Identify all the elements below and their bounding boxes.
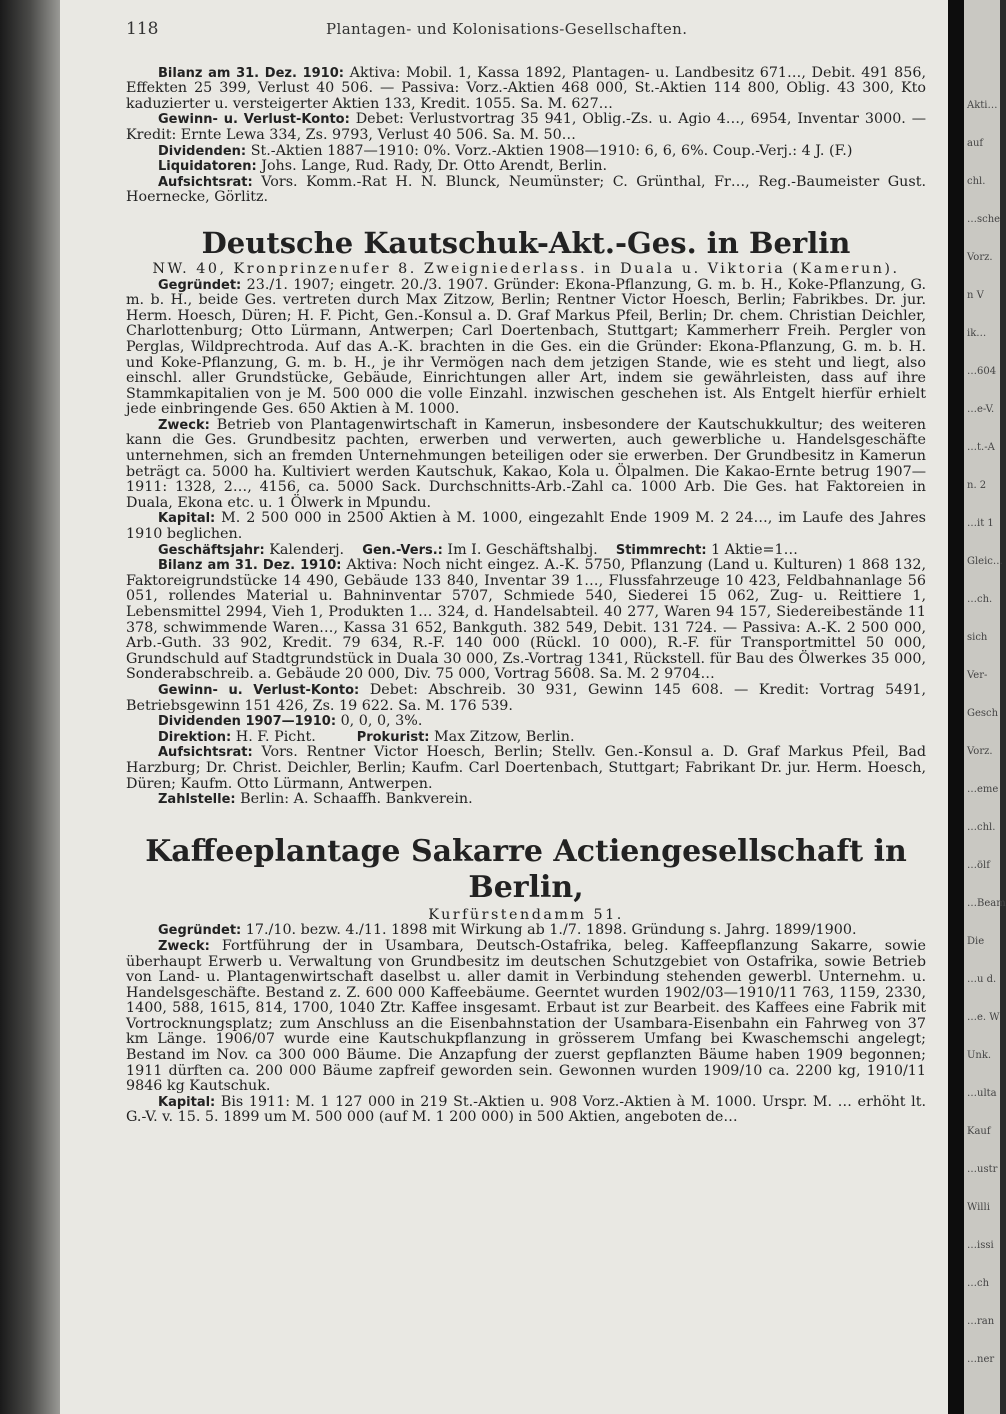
c2-gegruendet: Gegründet: 17./10. bezw. 4./11. 1898 mit Wirkung ab 1./7. 1898. Gründung s. Jahrg. 1899/1900. (158, 922, 857, 939)
next-page-fragment: …e. W (967, 1012, 1000, 1023)
prev-bilanz: Bilanz am 31. Dez. 1910: Aktiva: Mobil. 1, Kassa 1892, Plantagen- u. Landbesitz 671…, Debit. 491 856, Effekten 25 399, Verlust 40 506. — Passiva: Vorz.-Aktien 468 000, St.-Aktien 114 800, Oblig. 43 300, Kto kaduzierter u. versteigerter Aktien 133, Kredit. 1055. Sa. M. 627… (126, 64, 927, 112)
next-page-fragment: auf (967, 138, 984, 149)
next-page-fragment: …it 1 (967, 518, 994, 529)
page-header (126, 19, 926, 39)
company2-section (126, 923, 926, 1126)
prev-liquidatoren: Liquidatoren: Johs. Lange, Rud. Rady, Dr. Otto Arendt, Berlin. (158, 158, 608, 175)
next-page-fragment: …chl. (967, 822, 996, 833)
next-page-fragment: …u d. (967, 974, 997, 985)
company2-address: Kurfürstendamm 51. (428, 906, 624, 923)
page-gutter (948, 0, 964, 1414)
next-page-fragment: …604 (967, 366, 997, 377)
next-page-fragment: …ran (967, 1316, 995, 1327)
company1-title: Deutsche Kautschuk-Akt.-Ges. in Berlin (201, 225, 851, 260)
c1-direktion-line: Direktion: H. F. Picht. Prokurist: Max Zitzow, Berlin. (158, 728, 575, 745)
prev-aufsichtsrat: Aufsichtsrat: Vors. Komm.-Rat H. N. Blunck, Neumünster; C. Grünthal, Fr…, Reg.-Baumeister Gust. Hoernecke, Görlitz. (126, 173, 926, 206)
book-binding-edge (0, 0, 60, 1414)
page-number: 118 (126, 19, 159, 39)
company2-title: Kaffeeplantage Sakarre Actiengesellschaft in Berlin, (145, 833, 907, 905)
prev-dividenden: Dividenden: St.-Aktien 1887—1910: 0%. Vorz.-Aktien 1908—1910: 6, 6, 6%. Coup.-Verj.: 4 J. (F.) (158, 142, 853, 159)
next-page-strip (964, 0, 1006, 1414)
next-page-fragment: Ver- (967, 670, 988, 681)
next-page-fragment: …e-V. (967, 404, 995, 415)
next-page-fragment: ik… (967, 328, 987, 339)
c1-bilanz: Bilanz am 31. Dez. 1910: Aktiva: Noch nicht eingez. A.-K. 5750, Pflanzung (Land u. Kulturen) 1 868 132, Faktoreigrundstücke 14 490, Gebäude 133 840, Inventar 39 1…, Flussfahrzeuge 10 423, Feldbahnanlage 56 051, rollendes Material u. Bahninventar 5707, Schmiede 540, Siederei 15 062, Zug- u. Reittiere 1, Lebensmittel 2994, Vieh 1, Produkten 1… 324, d. Handelsabteil. 40 277, Waren 94 157, Siedereibestände 11 378, schwimmende Waren…, Kassa 31 652, Bankguth. 382 549, Debit. 131 724. — Passiva: A.-K. 2 500 000, Arb.-Guth. 33 902, Kredit. 79 634, R.-F. 140 000 (Rückl. 10 000), R.-F. für Transportmittel 50 000, Grundschuld auf Stadtgrundstück in Duala 30 000, Zs.-Vortrag 1341, Rückstell. für Bau des Ölwerkes 35 000, Sonderabschreib. a. Gebäude 20 000, Div. 75 000, Vortrag 5608. Sa. M. 2 9704… (126, 557, 927, 683)
next-page-fragment: Die (967, 936, 985, 947)
next-page-fragment: chl. (967, 176, 986, 187)
company1-section (126, 278, 926, 808)
c1-geschaeftsjahr-line: Geschäftsjahr: Kalenderj. Gen.-Vers.: Im I. Geschäftshalbj. Stimmrecht: 1 Aktie=1… (158, 541, 798, 558)
next-page-fragment: Akti… (967, 100, 998, 111)
next-page-fragment: Gesch (967, 708, 999, 719)
next-page-fragment: …ner (967, 1354, 995, 1365)
c2-kapital: Kapital: Bis 1911: M. 1 127 000 in 219 St.-Aktien u. 908 Vorz.-Aktien à M. 1000. Urspr. M. … erhöht lt. G.-V. v. 15. 5. 1899 um M. 500 000 (auf M. 1 200 000) in 500 Aktien, angeboten de… (126, 1093, 926, 1126)
next-page-fragment: …issi (967, 1240, 994, 1251)
page-content (126, 19, 927, 1126)
c1-kapital: Kapital: M. 2 500 000 in 2500 Aktien à M. 1000, eingezahlt Ende 1909 M. 2 24…, im Laufe des Jahres 1910 beglichen. (126, 510, 926, 543)
running-title: Plantagen- und Kolonisations-Gesellschaften. (326, 20, 688, 38)
next-page-fragment: sich (967, 632, 988, 643)
next-page-fragment: …ölf (967, 860, 990, 871)
next-page-fragment: …Beam (967, 898, 1006, 909)
c1-zahlstelle: Zahlstelle: Berlin: A. Schaaffh. Bankverein. (158, 791, 473, 808)
c1-aufsichtsrat: Aufsichtsrat: Vors. Rentner Victor Hoesch, Berlin; Stellv. Gen.-Konsul a. D. Graf Markus Pfeil, Bad Harzburg; Dr. Christ. Deichler, Berlin; Kaufm. Carl Doertenbach, Stuttgart; Fabrikant Dr. jur. Herm. Hoesch, Düren; Kaufm. Otto Lürmann, Antwerpen. (126, 744, 927, 792)
c1-gegruendet: Gegründet: 23./1. 1907; eingetr. 20./3. 1907. Gründer: Ekona-Pflanzung, G. m. b. H., Koke-Pflanzung, G. m. b. H., beide Ges. vertreten durch Max Zitzow, Berlin; Rentner Victor Hoesch, Berlin; Fabrikbes. Dr. jur. Herm. Hoesch, Düren; H. F. Picht, Gen.-Konsul a. D. Graf Markus Pfeil, Berlin; Dr. chem. Christian Deichler, Charlottenburg; Otto Lürmann, Antwerpen; Carl Doertenbach, Stuttgart; Kammerherr Freih. Pergler von Perglas, Wildprechtroda. Auf das A.-K. brachten in die Ges. ein die Gründer: Ekona-Pflanzung, G. m. b. H. und Koke-Pflanzung, G. m. b. H., je ihr Vermögen nach dem jetzigen Stande, wie es steht und liegt, also einschl. aller Grundstücke, Gebäude, Einrichtungen aller Art, indem sie gewährleisten, dass auf ihre Stammkapitalien von je M. 500 000 die volle Einzahl. inzwischen geschehen ist. Als Entgelt hierfür erhielt jede einbringende Ges. 650 Aktien à M. 1000. (126, 276, 926, 418)
c1-zweck: Zweck: Betrieb von Plantagenwirtschaft in Kamerun, insbesondere der Kautschukkultur; des weiteren kann die Ges. Grundbesitz pachten, erwerben und verwerten, auch gewerbliche u. Handelsgeschäfte unternehmen, sich an fremden Unternehmungen beteiligen oder sie erwerben. Der Grundbesitz in Kamerun beträgt ca. 5000 ha. Kultiviert werden Kautschuk, Kakao, Kola u. Ölpalmen. Die Kakao-Ernte betrug 1907—1911: 1328, 2…, 4156, ca. 5000 Sack. Durchschnitts-Arb.-Zahl ca. 1000 Arb. Die Ges. hat Faktoreien in Duala, Ekona etc. u. 1 Ölwerk in Mpundu. (126, 416, 926, 511)
c2-zweck: Zweck: Fortführung der in Usambara, Deutsch-Ostafrika, beleg. Kaffeepflanzung Sakarre, sowie überhaupt Erwerb u. Verwaltung von Grundbesitz im deutschen Schutzgebiet von Ostafrika, sowie Betrieb von Land- u. Plantagenwirtschaft daselbst u. aller damit in Verbindung stehenden gewerbl. Unternehm. u. Handelsgeschäfte. Bestand z. Z. 600 000 Kaffeebäume. Geerntet wurden 1902/03—1910/11 763, 1159, 2330, 1400, 588, 1615, 814, 1700, 1040 Ztr. Kaffee insgesamt. Erbaut ist zur Bearbeit. des Kaffees eine Fabrik mit Vortrocknungsplatz; zum Anschluss an die Eisenbahnstation der Usambara-Eisenbahn ein Fahrweg von 37 km Länge. 1906/07 wurde eine Kautschukpflanzung in grösserem Umfang bei Kwaschemschi angelegt; Bestand im Nov. ca 300 000 Bäume. Die Anzapfung der zuerst gepflanzten Bäume haben 1909 begonnen; 1911 dürften ca. 200 000 Bäume zapfreif geworden sein. Gewonnen wurden 1909/10 ca. 2200 kg, 1910/11 9846 kg Kautschuk. (126, 937, 926, 1095)
next-page-fragment: …sche (967, 214, 1001, 225)
next-page-fragment: Vorz. (967, 252, 993, 263)
next-page-fragment: n. 2 (967, 480, 987, 491)
c1-gewinn: Gewinn- u. Verlust-Konto: Debet: Abschreib. 30 931, Gewinn 145 608. — Kredit: Vortrag 5491, Betriebsgewinn 151 426, Zs. 19 622. Sa. M. 176 539. (126, 681, 926, 714)
next-page-fragment: …ch. (967, 594, 993, 605)
next-page-fragment: …ustr (967, 1164, 998, 1175)
next-page-fragment: …ch (967, 1278, 990, 1289)
c1-dividenden: Dividenden 1907—1910: 0, 0, 0, 3%. (158, 713, 423, 730)
next-page-fragment: Willi (967, 1202, 990, 1213)
company1-address: NW. 40, Kronprinzenufer 8. Zweigniederlass. in Duala u. Viktoria (Kamerun). (152, 260, 900, 277)
next-page-fragment: Kauf (967, 1126, 991, 1137)
next-page-fragment: Gleic… (967, 556, 1003, 567)
next-page-fragment: Vorz. (967, 746, 993, 757)
next-page-fragment: …ulta (967, 1088, 997, 1099)
next-page-fragment: …t.-A (967, 442, 995, 453)
next-page-fragment: …eme (967, 784, 999, 795)
prev-company-section (126, 66, 926, 206)
next-page-fragment: Unk. (967, 1050, 992, 1061)
next-page-fragment: n V (967, 290, 984, 301)
prev-gewinn: Gewinn- u. Verlust-Konto: Debet: Verlustvortrag 35 941, Oblig.-Zs. u. Agio 4…, 6954, Inventar 3000. — Kredit: Ernte Lewa 334, Zs. 9793, Verlust 40 506. Sa. M. 50… (126, 111, 927, 143)
